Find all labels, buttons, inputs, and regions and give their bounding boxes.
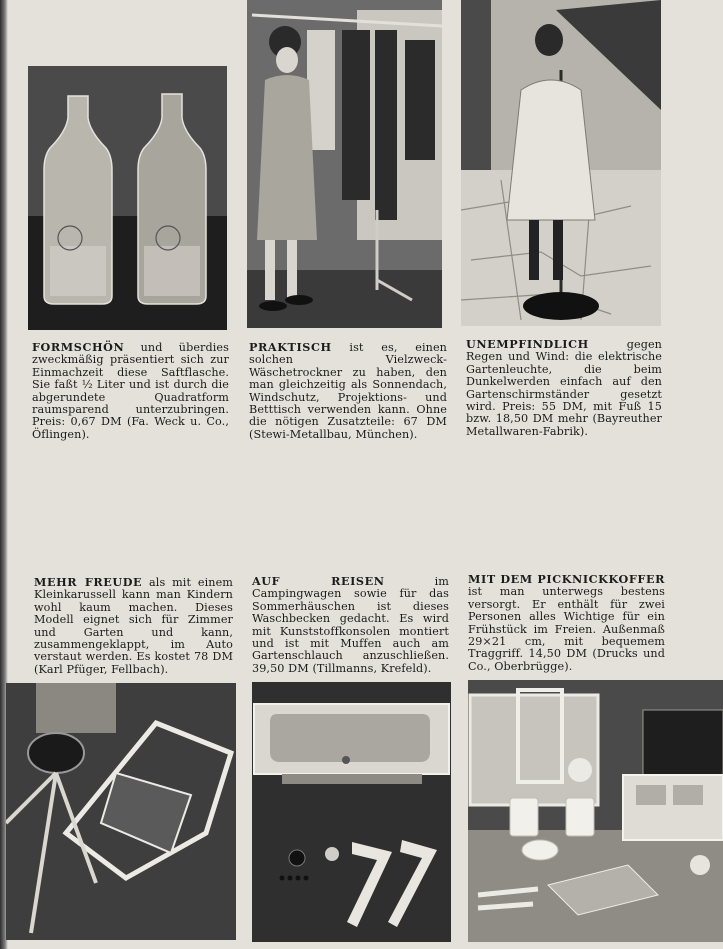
- photo-garden-lamp: [461, 0, 661, 326]
- photo-washbasin: [252, 682, 451, 942]
- caption-carousel: [34, 576, 233, 676]
- caption-text: ist man unterwegs bestens versorgt. Er enthält für zwei Personen alles Wichtige für ein Frühstück im Freien. Außenmaß 29×21 cm, mit bequemem Traggriff. 14,50 DM (Drucks und Co., Oberbrügge).: [468, 585, 665, 673]
- caption-clothes-rack: [249, 341, 447, 441]
- caption-garden-lamp: [466, 338, 662, 438]
- caption-picnic-case: [468, 573, 665, 673]
- photo-carousel: [6, 683, 236, 940]
- caption-text: und überdies zweckmäßig präsentiert sich zur Einmachzeit diese Saftflasche. Sie faßt ½ Liter und ist durch die abgerundete Quadratform raumsparend unterzubringen. Preis: 0,67 DM (Fa. Weck u. Co., Öflingen).: [32, 341, 229, 441]
- caption-text: ist es, einen solchen Vielzweck-Wäschetrockner zu haben, den man gleichzeitig als Sonnendach, Windschutz, Projektions- und Betttisch verwenden kann. Ohne die nötigen Zusatzteile: 67 DM (Stewi-Metallbau, München).: [249, 341, 447, 441]
- caption-text: im Campingwagen sowie für das Sommerhäuschen ist dieses Waschbecken gedacht. Es wird mit Kunststoffkonsolen montiert und ist mit Muffen auch am Gartenschlauch anzuschließen. 39,50 DM (Tillmanns, Krefeld).: [252, 575, 449, 675]
- caption-lead: MIT DEM PICKNICKKOFFER: [468, 572, 665, 586]
- caption-lead: AUF REISEN: [252, 574, 385, 588]
- photo-bottles: [28, 66, 227, 330]
- caption-lead: UNEMPFINDLICH: [466, 337, 589, 351]
- photo-clothes-rack: [247, 0, 442, 328]
- caption-lead: MEHR FREUDE: [34, 575, 143, 589]
- caption-lead: PRAKTISCH: [249, 340, 332, 354]
- caption-washbasin: [252, 575, 449, 675]
- washbasin-icon: [254, 704, 449, 784]
- caption-text: gegen Regen und Wind: die elektrische Gartenleuchte, die beim Dunkelwerden einfach auf den Gartenschirmständer gesetzt wird. Preis: 55 DM, mit Fuß 15 bzw. 18,50 DM mehr (Bayreuther Metallwaren-Fabrik).: [466, 338, 662, 438]
- photo-picnic-case: [468, 680, 723, 942]
- caption-text: als mit einem Kleinkarussell kann man Kindern wohl kaum machen. Dieses Modell eignet sich für Zimmer und Garten und kann, zusammengeklappt, im Auto verstaut werden. Es kostet 78 DM (Karl Pfüger, Fellbach).: [34, 576, 234, 676]
- caption-bottles: [32, 341, 229, 441]
- caption-lead: FORMSCHÖN: [32, 340, 125, 354]
